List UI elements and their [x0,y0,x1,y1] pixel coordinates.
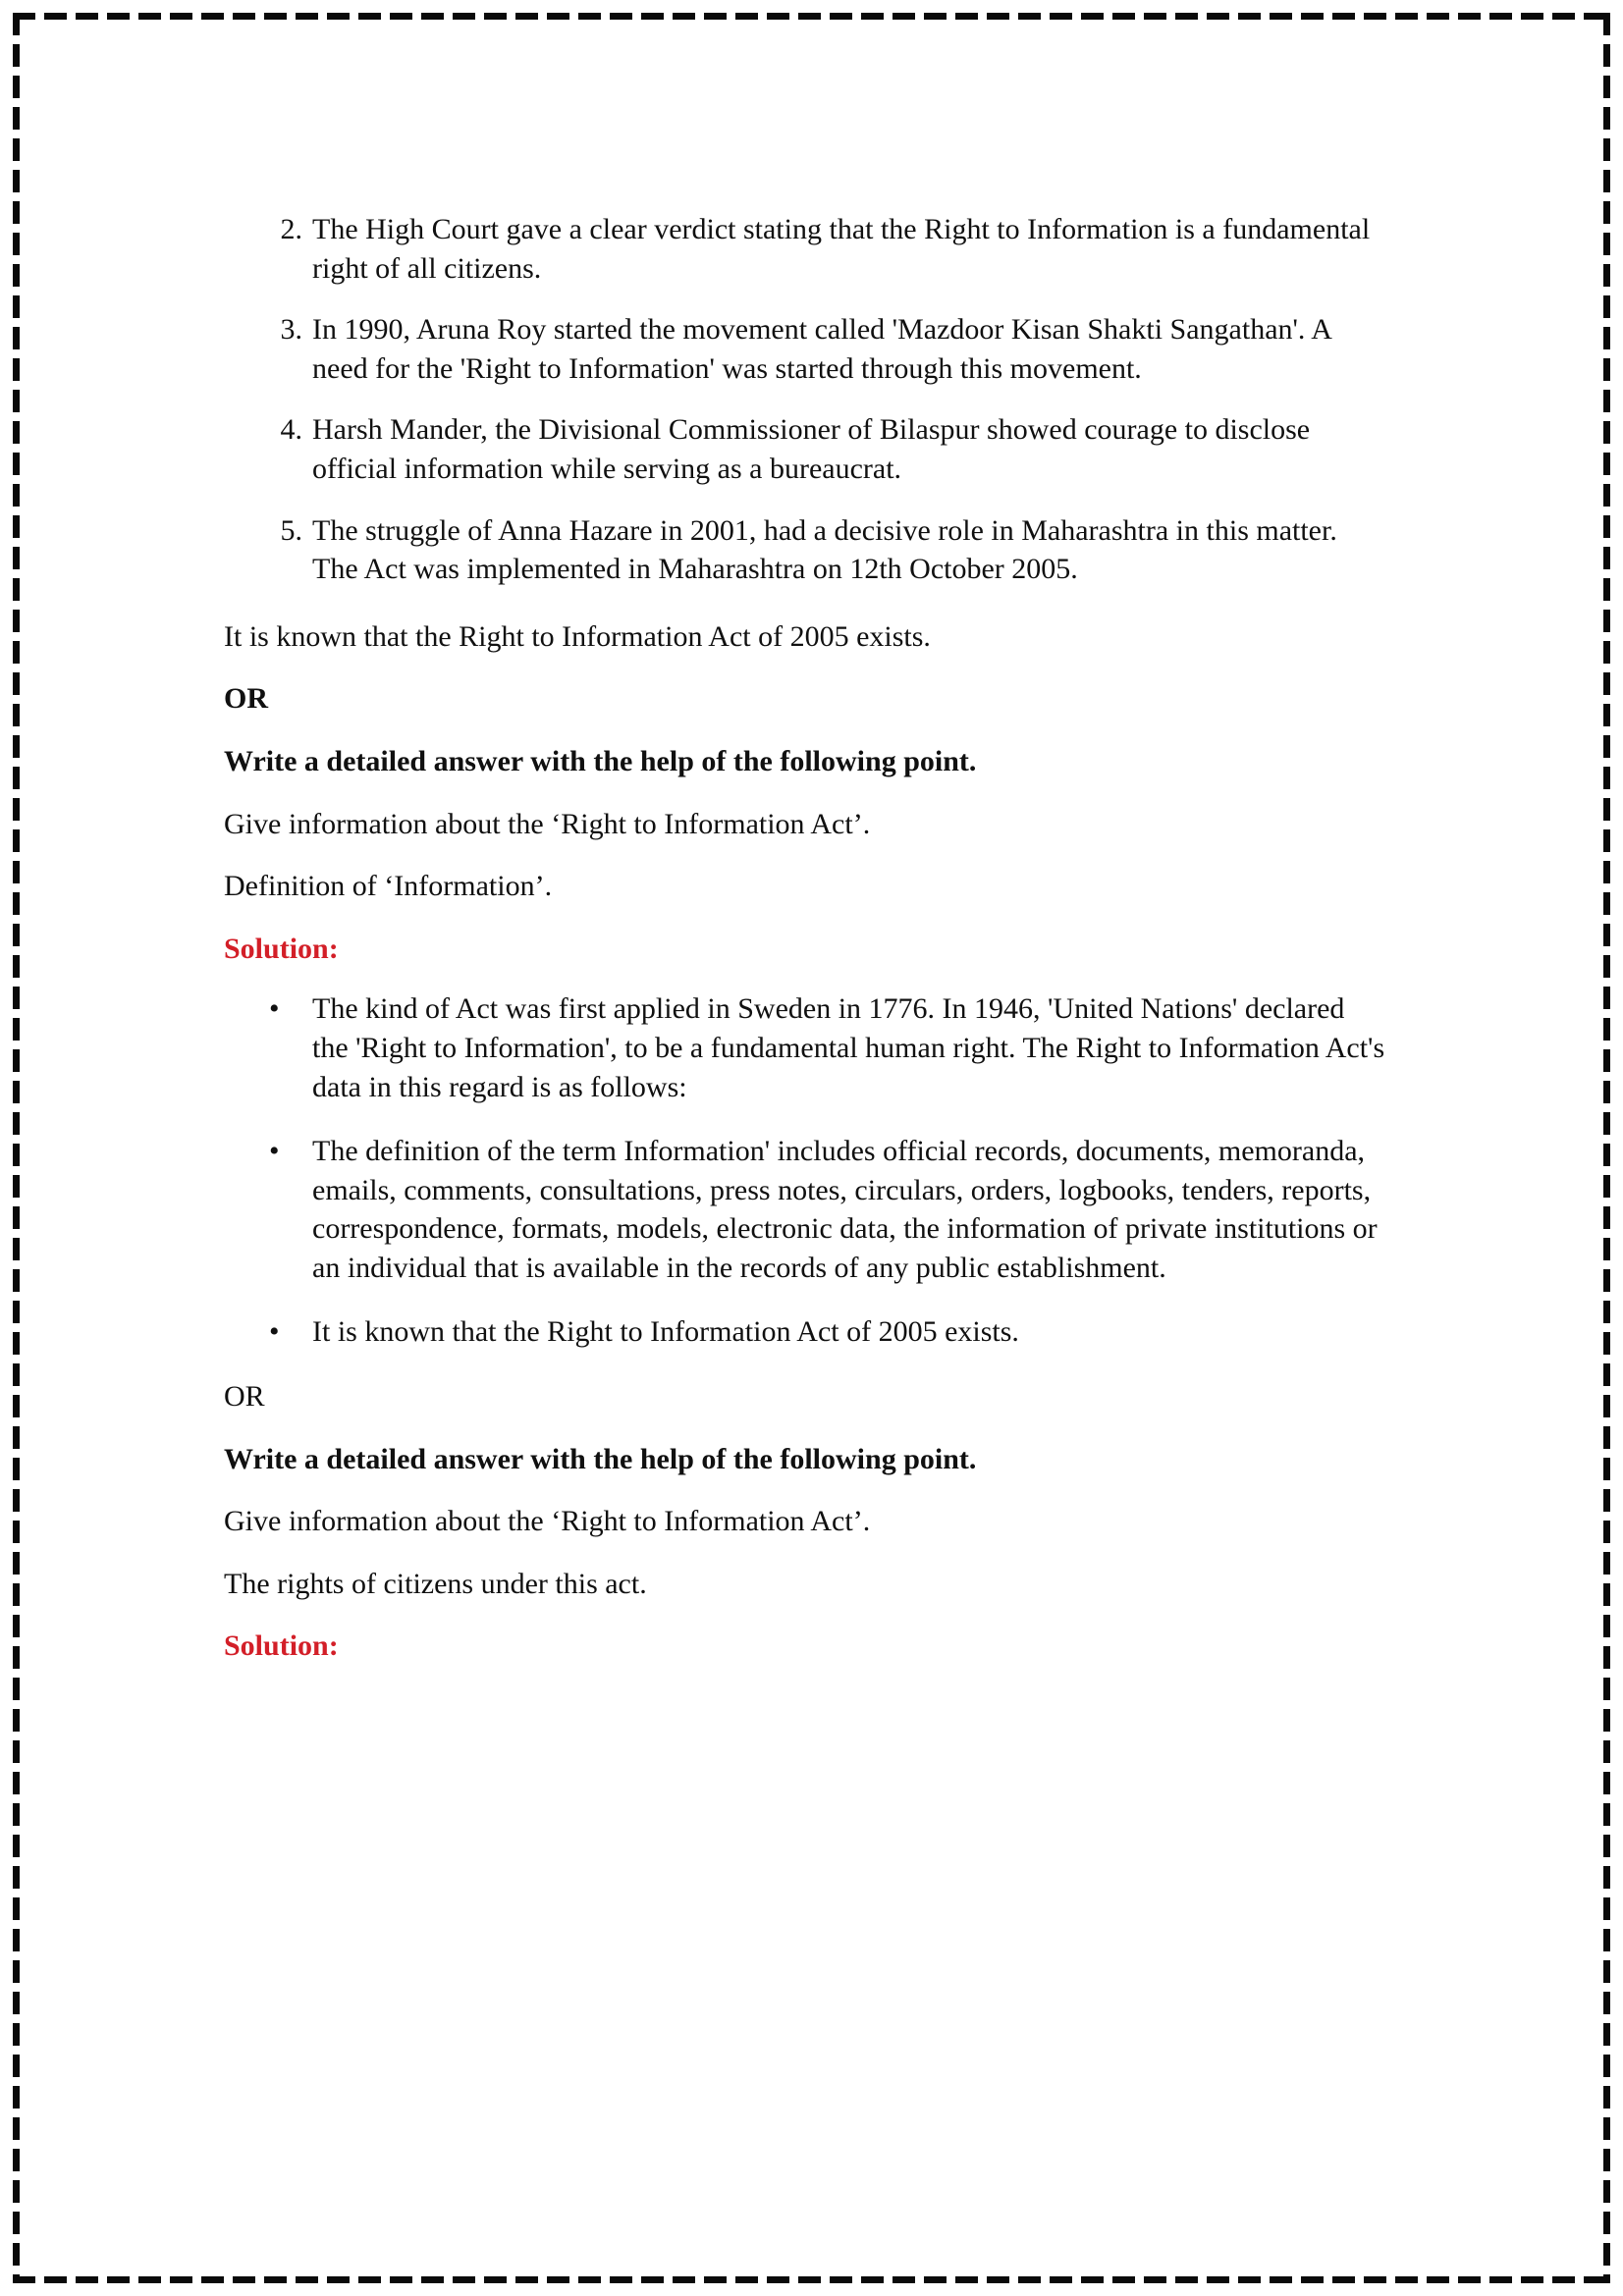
list-item-marker: 3. [280,313,302,347]
list-item-text: The kind of Act was first applied in Sweden in 1776. In 1946, 'United Nations' declared the 'Right to Information', to be a fundamental human right. The Right to Information Act's data in this regard is as follows: [312,992,1385,1103]
border-edge-right [1603,13,1610,2283]
list-item [224,989,1387,1106]
border-edge-left [13,13,20,2283]
border-corner-bottom-right [1603,2276,1610,2283]
list-item [224,210,1387,288]
border-corner-top-left [13,13,20,20]
or-separator-two: OR [224,1380,265,1414]
list-item-text: The High Court gave a clear verdict stating that the Right to Information is a fundamental right of all citizens. [312,213,1371,285]
list-item-text: Harsh Mander, the Divisional Commissioner of Bilaspur showed courage to disclose official information while serving as a bureaucrat. [312,413,1311,485]
list-item-marker: 2. [280,213,302,245]
border-corner-bottom-left [13,2276,20,2283]
list-item-marker: 5. [280,513,302,547]
solution-label-one: Solution: [224,932,339,965]
list-item-text: The struggle of Anna Hazare in 2001, had a decisive role in Maharashtra in this matter. The Act was implemented in Maharashtra on 12th October 2005. [312,513,1337,586]
bullet-icon: • [269,1135,280,1168]
solution-bullet-list [224,989,1387,1352]
document-content [224,210,1387,1672]
solution-label-two: Solution: [224,1629,339,1663]
list-item [224,410,1387,488]
instruction-heading-two: Write a detailed answer with the help of the following point. [224,1442,977,1475]
border-edge-top [13,13,1610,20]
question-point-one-b: Definition of ‘Information’. [224,870,553,903]
list-item-text: The definition of the term Information' includes official records, documents, memoranda, emails, comments, consultations, press notes, circulars, orders, logbooks, tenders, reports, correspondence, formats, models, electronic data, the information of private institutions or an individual that is available in the records of any public establishment. [312,1135,1378,1284]
border-edge-bottom [13,2276,1610,2283]
question-point-one-a: Give information about the ‘Right to Information Act’. [224,807,871,840]
list-item-marker: 4. [280,413,302,447]
or-separator-one: OR [224,682,268,716]
instruction-heading-one: Write a detailed answer with the help of the following point. [224,744,977,777]
answer-numbered-list [224,210,1387,589]
list-item [224,310,1387,388]
question-point-two-b: The rights of citizens under this act. [224,1567,647,1600]
bullet-icon: • [269,992,280,1026]
bullet-icon: • [269,1315,280,1349]
list-item-text: In 1990, Aruna Roy started the movement called 'Mazdoor Kisan Shakti Sangathan'. A need for the 'Right to Information' was started through this movement. [312,313,1331,385]
list-item [224,1132,1387,1287]
closing-line: It is known that the Right to Information Act of 2005 exists. [224,619,931,653]
question-point-two-a: Give information about the ‘Right to Information Act’. [224,1505,871,1538]
list-item-text: It is known that the Right to Information Act of 2005 exists. [312,1315,1019,1349]
list-item [224,1312,1387,1352]
border-corner-top-right [1603,13,1610,20]
list-item [224,511,1387,589]
